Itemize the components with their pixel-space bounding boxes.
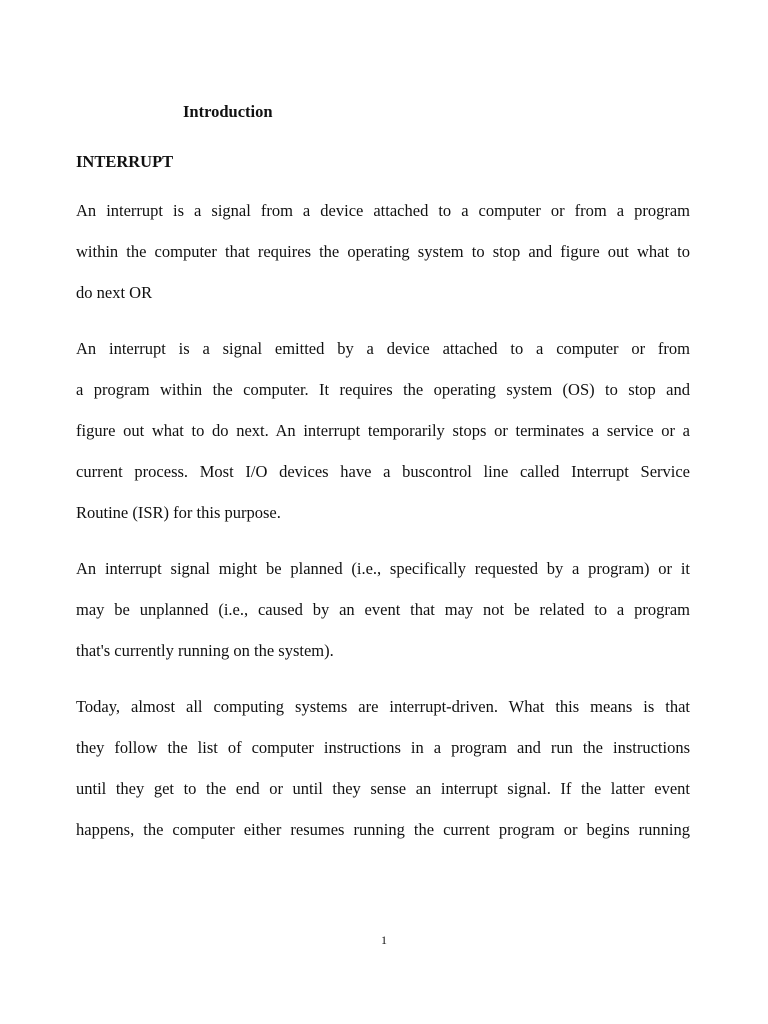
text-line: An interrupt signal might be planned (i.e., specifically requested by a program) or it: [76, 559, 690, 578]
text-line: current process. Most I/O devices have a buscontrol line called Interrupt Service: [76, 462, 690, 481]
text-line: Routine (ISR) for this purpose.: [76, 503, 281, 522]
paragraph-planned-unplanned: [76, 548, 690, 671]
document-title: Introduction: [183, 102, 273, 121]
text-line: figure out what to do next. An interrupt temporarily stops or terminates a service or a: [76, 421, 690, 440]
section-heading-interrupt: INTERRUPT: [76, 152, 174, 171]
page-number: 1: [381, 933, 387, 947]
text-line: a program within the computer. It requires the operating system (OS) to stop and: [76, 380, 690, 399]
text-line: happens, the computer either resumes running the current program or begins running: [76, 820, 690, 839]
text-line: An interrupt is a signal from a device attached to a computer or from a program: [76, 201, 690, 220]
text-line: may be unplanned (i.e., caused by an event that may not be related to a program: [76, 600, 690, 619]
paragraph-definition-alt: [76, 328, 690, 533]
text-line: Today, almost all computing systems are interrupt-driven. What this means is that: [76, 697, 690, 716]
text-line: that's currently running on the system).: [76, 641, 334, 660]
text-line: do next OR: [76, 283, 153, 302]
text-line: An interrupt is a signal emitted by a device attached to a computer or from: [76, 339, 690, 358]
paragraph-interrupt-driven: [76, 686, 690, 850]
text-line: within the computer that requires the operating system to stop and figure out what to: [76, 242, 690, 261]
text-line: until they get to the end or until they sense an interrupt signal. If the latter event: [76, 779, 690, 798]
paragraph-definition: [76, 190, 690, 313]
text-line: they follow the list of computer instructions in a program and run the instructions: [76, 738, 690, 757]
